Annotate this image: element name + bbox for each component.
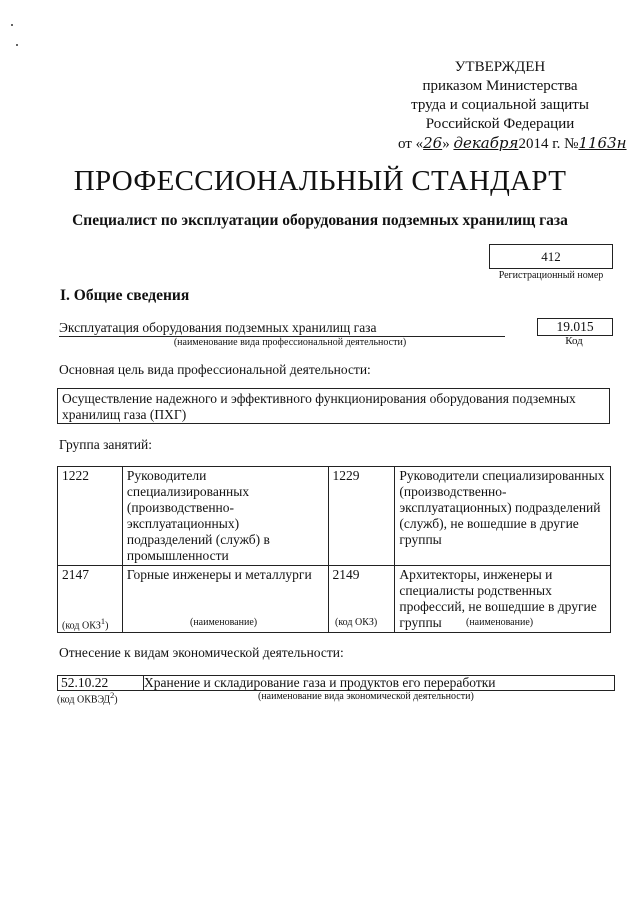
okz-code-caption: (код ОКЗ) — [335, 617, 378, 628]
occupation-name-caption: (наименование) — [466, 617, 534, 628]
economic-activity-label: Отнесение к видам экономической деятельности: — [59, 645, 344, 660]
handwritten-day: 26 — [423, 134, 443, 152]
approval-block — [390, 58, 627, 154]
document-subtitle: Специалист по эксплуатации оборудования подземных хранилищ газа — [72, 212, 568, 229]
okz-code-caption: (код ОКЗ$^1$) — [62, 617, 109, 632]
activity-name-caption: (наименование вида профессиональной деятельности) — [173, 337, 407, 348]
activity-name-field: Эксплуатация оборудования подземных хранилищ газа — [59, 319, 505, 337]
okved-code: 52.10.22 — [58, 676, 144, 690]
approval-order-line: от «26» декабря2014 г. №1163н — [398, 134, 627, 152]
activity-code-caption: Код — [565, 335, 583, 347]
approval-line: труда и социальной защиты — [411, 97, 589, 113]
occupation-name-caption: (наименование) — [190, 617, 258, 628]
section-heading: I. Общие сведения — [60, 287, 190, 304]
occupation-code: 2149 — [328, 566, 395, 633]
scan-speck — [11, 24, 13, 26]
scan-speck — [16, 44, 18, 46]
economic-activity-name-caption: (наименование вида экономической деятельности) — [258, 691, 474, 702]
economic-activity-row — [57, 675, 615, 691]
goal-label: Основная цель вида профессиональной деятельности: — [59, 362, 371, 377]
occupation-name: Руководители специализированных (производственно-эксплуатационных) подразделений (служб), не вошедшие в другие группы — [395, 467, 611, 566]
occupation-name: Горные инженеры и металлурги — [122, 566, 328, 633]
approval-line: Российской Федерации — [425, 116, 575, 132]
handwritten-order-number: 1163н — [578, 134, 627, 152]
occupation-code: 2147 — [58, 566, 123, 633]
approval-heading: УТВЕРЖДЕН — [454, 59, 546, 75]
occupation-name: Руководители специализированных (производственно-эксплуатационных) подразделений (служб) в промышленности — [122, 467, 328, 566]
occupation-name: Архитекторы, инженеры и специалисты родственных профессий, не вошедшие в другие группы — [395, 566, 611, 633]
table-row — [58, 467, 611, 566]
document-title: ПРОФЕССИОНАЛЬНЫЙ СТАНДАРТ — [73, 165, 567, 197]
registration-number-caption: Регистрационный номер — [498, 270, 604, 281]
goal-text-box: Осуществление надежного и эффективного функционирования оборудования подземных хранилищ газа (ПХГ) — [57, 388, 610, 424]
handwritten-month: декабря — [453, 134, 519, 152]
occupation-code: 1222 — [58, 467, 123, 566]
approval-line: приказом Министерства — [422, 78, 578, 94]
activity-code-box: 19.015 — [537, 318, 613, 336]
occupation-code: 1229 — [328, 467, 395, 566]
registration-number-box: 412 — [489, 244, 613, 269]
economic-activity-name: Хранение и складирование газа и продуктов его переработки — [144, 675, 496, 690]
occupation-group-label: Группа занятий: — [59, 437, 152, 452]
occupation-group-table — [57, 466, 611, 633]
okved-code-caption: (код ОКВЭД$^2$) — [57, 691, 118, 706]
